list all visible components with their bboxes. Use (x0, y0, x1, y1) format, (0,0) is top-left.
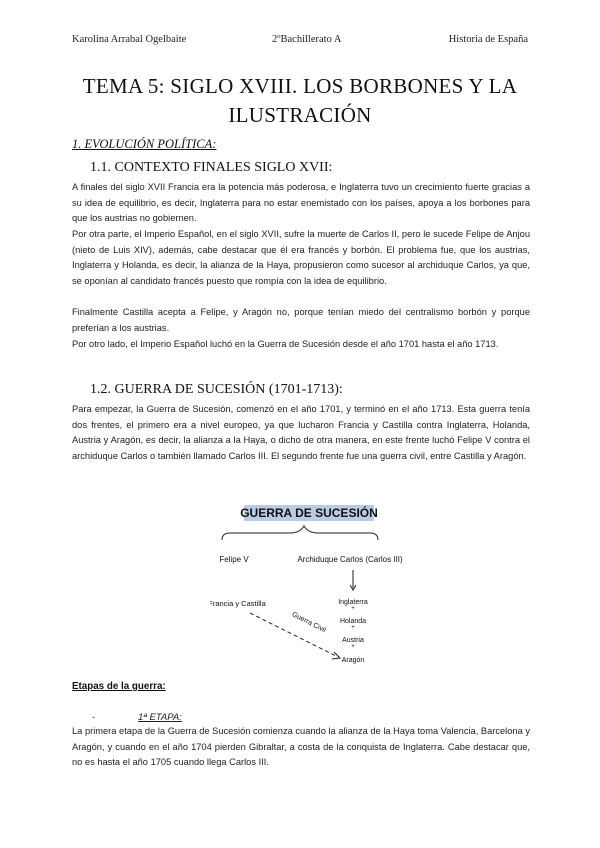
etapa-1-label: 1ª ETAPA: (138, 712, 182, 723)
bullet-dash: - (92, 712, 96, 723)
diagram-title: GUERRA DE SUCESIÓN (240, 506, 378, 520)
diagram-ally-aragon: Aragón (341, 657, 365, 664)
etapa-1-bullet (92, 712, 182, 723)
diagram-plus-1: + (351, 606, 355, 612)
diagram-left-allies: Francia y Castilla (210, 599, 266, 608)
etapas-heading: Etapas de la guerra: (72, 681, 166, 692)
diagram-plus-3: + (351, 644, 355, 650)
diagram-brace (222, 526, 378, 540)
paragraph-contexto-3: Finalmente Castilla acepta a Felipe, y Aragón no, porque tenían miedo del centralismo borbón y porque preferían a los austrias. (72, 307, 530, 333)
title-line-1: TEMA 5: SIGLO XVIII. LOS BORBONES Y LA (82, 74, 518, 98)
paragraph-contexto-1: A finales del siglo XVII Francia era la potencia más poderosa, e Inglaterra tuvo un crecimiento fuerte gracias a su idea de equilibrio, es decir, Inglaterra para no estar enemistado con los países, apoya a los borbones para que los austrias no gobiernen. (72, 182, 530, 224)
paragraph-etapa-1: La primera etapa de la Guerra de Sucesión comienza cuando la alianza de la Haya toma Valencia, Barcelona y Aragón, y cuando en el año 1704 pierden Gibraltar, a costa de la conquista de Inglaterra. Cabe destacar que, no es hasta el año 1705 cuando llega Carlos III. (72, 726, 530, 768)
diagram-plus-2: + (351, 625, 355, 631)
header-course: 2ºBachillerato A (272, 34, 342, 45)
diagram-left-label: Felipe V (219, 555, 249, 564)
page-title (60, 72, 540, 130)
subsection-heading-guerra: 1.2. GUERRA DE SUCESIÓN (1701-1713): (90, 382, 343, 397)
page-header (72, 34, 528, 48)
subsection-heading-contexto: 1.1. CONTEXTO FINALES SIGLO XVII: (90, 160, 333, 175)
paragraph-contexto-2: Por otra parte, el Imperio Español, en el siglo XVII, sufre la muerte de Carlos II, pero le sucede Felipe de Anjou (nieto de Luis XIV), además, cabe destacar que él era francés y borbón. El problema fue, que los austrias, Inglaterra y Holanda, es decir, la alianza de la Haya, propusieron como sucesor al archiduque Carlos, ya que, se oponían al candidato francés puesto que rompía con la idea de equilibrio. (72, 229, 530, 286)
war-diagram (210, 500, 410, 670)
header-author: Karolina Arrabal Ogelbaite (72, 34, 187, 45)
diagram-civil-war-arrowhead (332, 652, 340, 659)
section-heading-evolucion: 1. EVOLUCIÓN POLÍTICA: (72, 137, 217, 151)
diagram-right-label: Archiduque Carlos (Carlos III) (297, 555, 403, 564)
diagram-civil-war-line (250, 613, 338, 657)
title-line-2: ILUSTRACIÓN (228, 103, 372, 127)
diagram-ally-austria: Austria (342, 637, 364, 644)
diagram-ally-inglaterra: Inglaterra (338, 599, 368, 606)
paragraph-contexto-4: Por otro lado, el Imperio Español luchó en la Guerra de Sucesión desde el año 1701 hasta el año 1713. (72, 339, 499, 349)
diagram-ally-holanda: Holanda (339, 618, 367, 625)
diagram-civil-war-label: Guerra Civil (290, 611, 327, 635)
header-subject: Historia de España (448, 34, 528, 45)
paragraph-guerra-1: Para empezar, la Guerra de Sucesión, comenzó en el año 1701, y terminó en el año 1713. Esta guerra tenía dos frentes, el primero era a nivel europeo, ya que lucharon Francia y Castilla contra Inglaterra, Holanda, Austria y Aragón, es decir, la alianza a la Haya, o dicho de otra manera, en este frente luchó Felipe V contra el archiduque Carlos o también llamado Carlos III. El segundo frente fue una guerra civil, entre Castilla y Aragón. (72, 404, 530, 461)
